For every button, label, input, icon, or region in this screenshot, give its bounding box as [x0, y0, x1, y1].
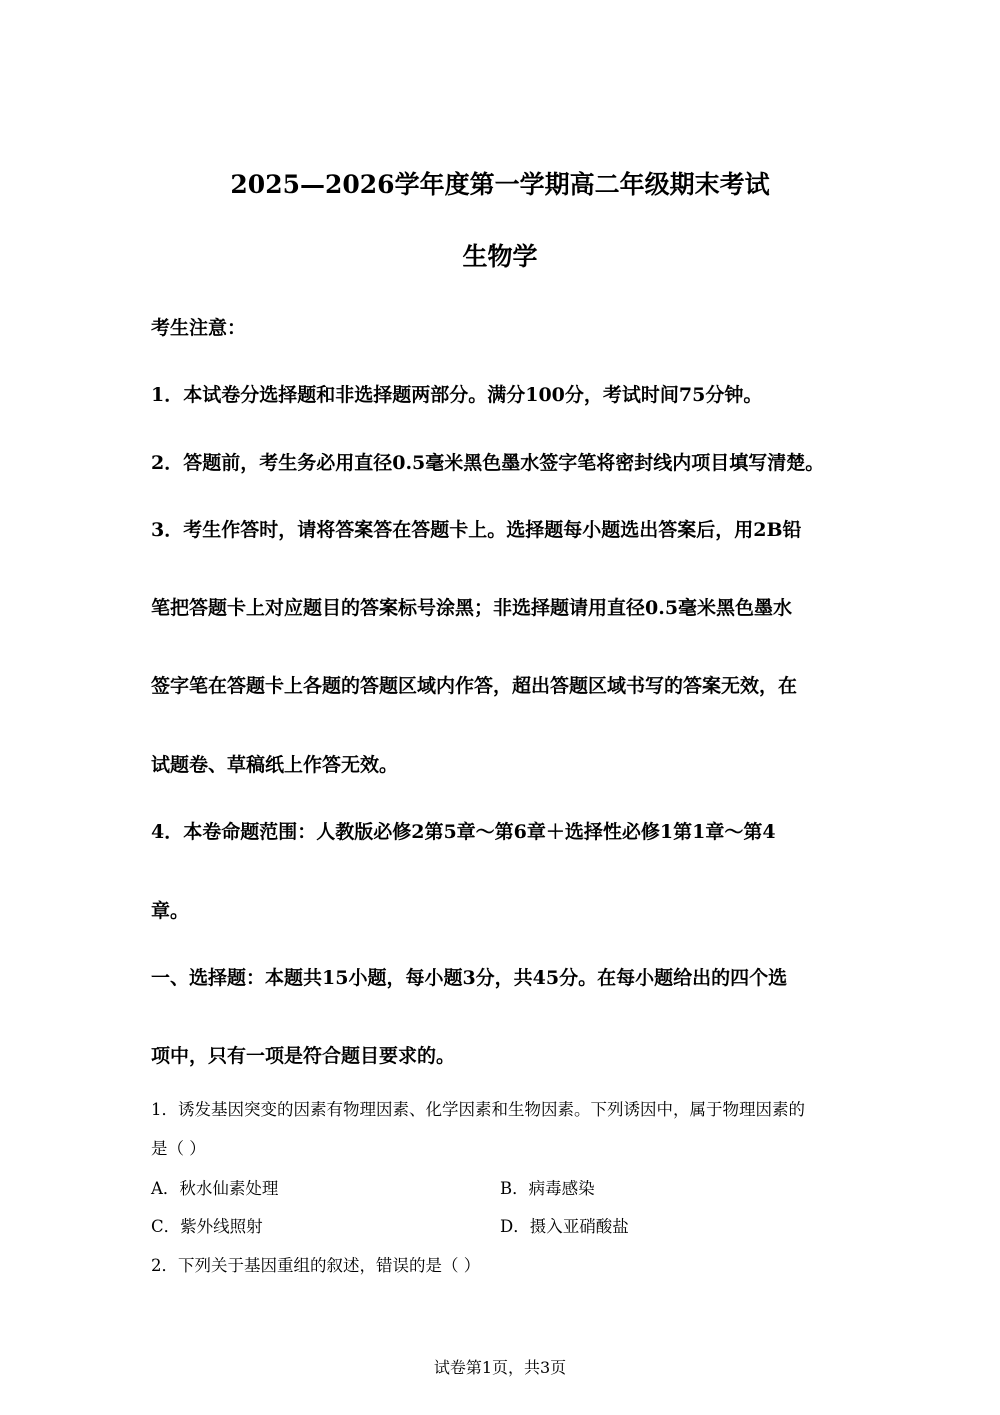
notice-item-3-line-2: 笔把答题卡上对应题目的答案标号涂黑；非选择题请用直径0.5毫米黑色墨水 — [151, 597, 793, 619]
question-1-option-b: B．病毒感染 — [500, 1179, 595, 1198]
section-heading-line-1: 一、选择题：本题共15小题，每小题3分，共45分。在每小题给出的四个选 — [151, 967, 788, 989]
question-2-stem-line-1: 2．下列关于基因重组的叙述，错误的是（ ） — [151, 1256, 481, 1275]
question-1-stem-line-2: 是（ ） — [151, 1139, 206, 1158]
notice-heading: 考生注意： — [151, 317, 247, 339]
notice-item-3-line-4: 试题卷、草稿纸上作答无效。 — [151, 754, 399, 776]
notice-item-2: 2．答题前，考生务必用直径0.5毫米黑色墨水签字笔将密封线内项目填写清楚。 — [151, 452, 825, 474]
question-1-option-d: D．摄入亚硝酸盐 — [500, 1217, 629, 1236]
section-heading-line-2: 项中，只有一项是符合题目要求的。 — [151, 1045, 456, 1067]
notice-item-3-line-3: 签字笔在答题卡上各题的答题区域内作答，超出答题区域书写的答案无效，在 — [151, 675, 798, 697]
question-1-stem-line-1: 1．诱发基因突变的因素有物理因素、化学因素和生物因素。下列诱因中，属于物理因素的 — [151, 1100, 805, 1119]
notice-item-4-line-2: 章。 — [151, 900, 190, 922]
exam-title: 2025—2026学年度第一学期高二年级期末考试 — [230, 170, 770, 199]
notice-item-4-line-1: 4．本卷命题范围：人教版必修2第5章～第6章＋选择性必修1第1章～第4 — [151, 821, 776, 843]
subject-title: 生物学 — [462, 242, 538, 271]
question-1-option-a: A．秋水仙素处理 — [151, 1179, 279, 1198]
question-1-option-c: C．紫外线照射 — [151, 1217, 263, 1236]
notice-item-1: 1．本试卷分选择题和非选择题两部分。满分100分，考试时间75分钟。 — [151, 384, 763, 406]
page-footer: 试卷第1页，共3页 — [433, 1358, 567, 1377]
notice-item-3-line-1: 3．考生作答时，请将答案答在答题卡上。选择题每小题选出答案后，用2B铅 — [151, 519, 802, 541]
